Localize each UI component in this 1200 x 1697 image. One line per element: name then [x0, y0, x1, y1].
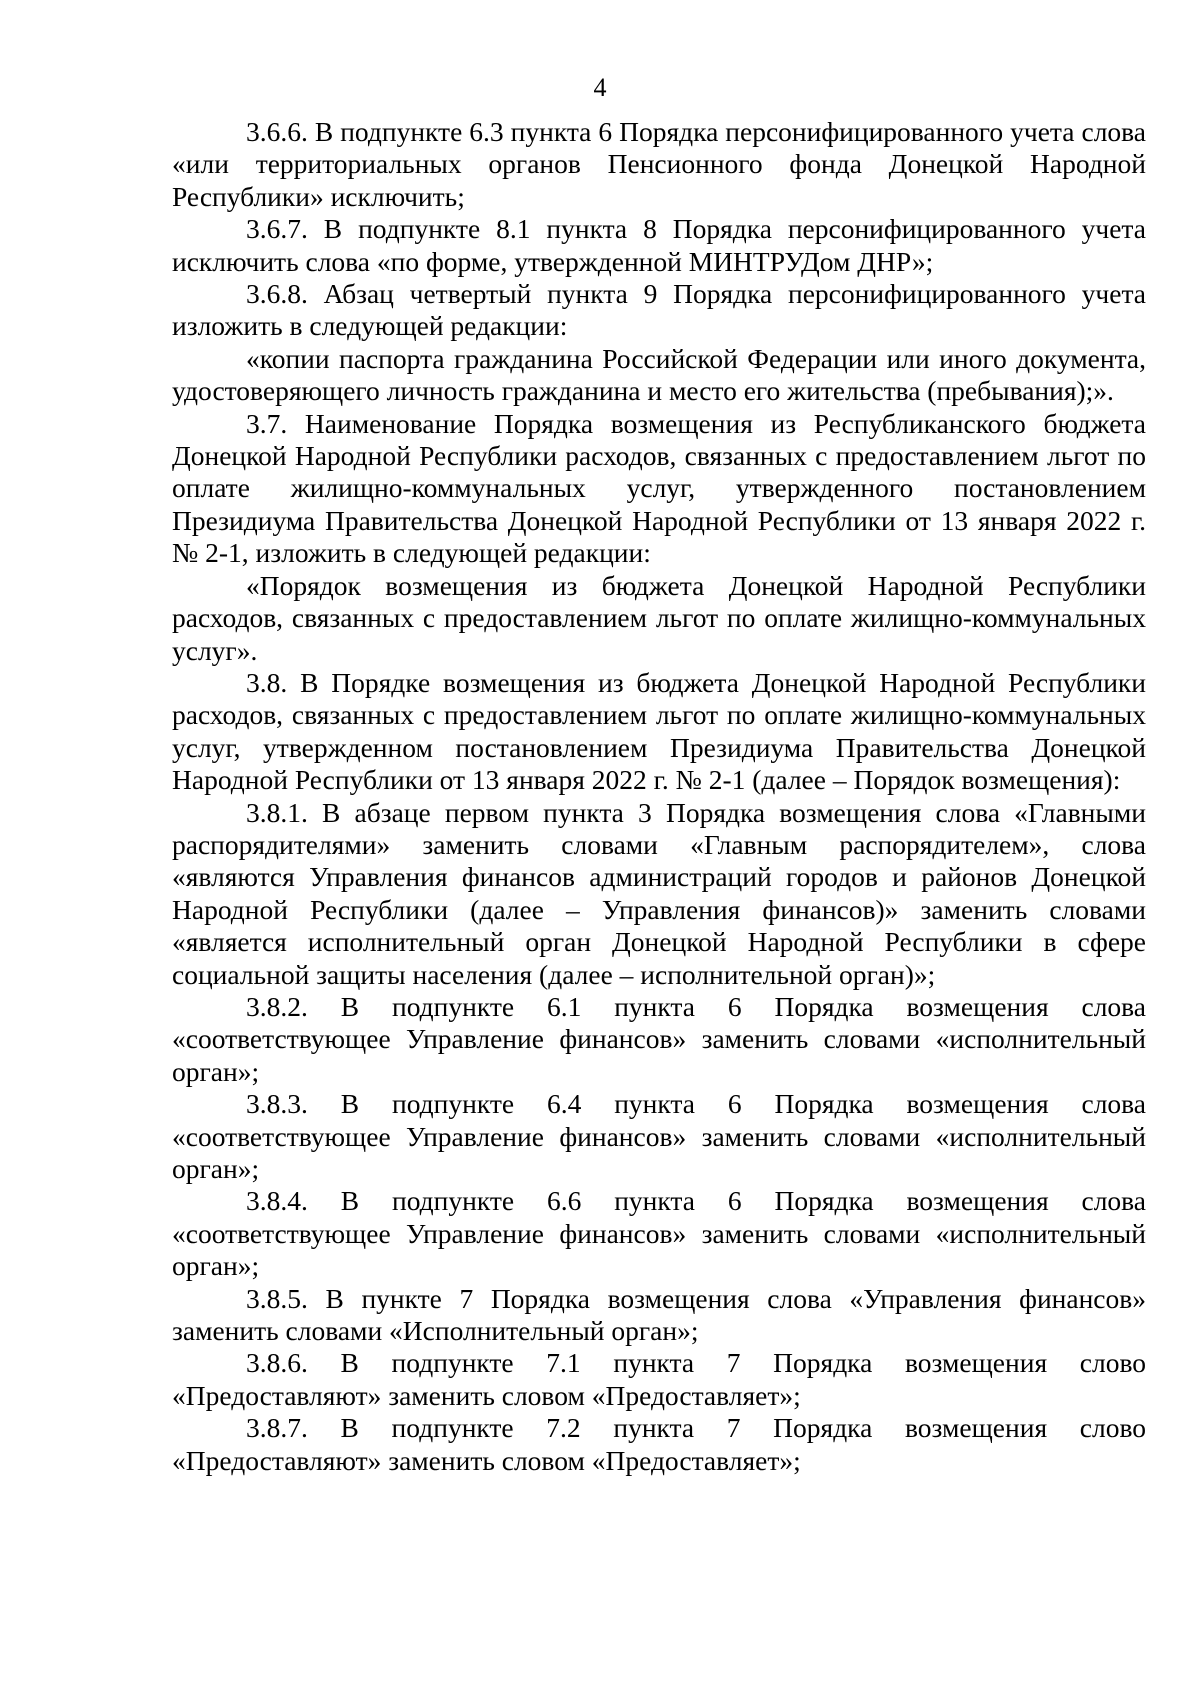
paragraph-3-8-7: 3.8.7. В подпункте 7.2 пункта 7 Порядка возмещения слово «Предоставляют» заменить словом «Предоставляет»;: [172, 1412, 1146, 1476]
paragraph-3-6-8: 3.6.8. Абзац четвертый пункта 9 Порядка персонифицированного учета изложить в следующей редакции:: [172, 278, 1146, 342]
paragraph-3-8-5: 3.8.5. В пункте 7 Порядка возмещения слова «Управления финансов» заменить словами «Исполнительный орган»;: [172, 1282, 1146, 1347]
paragraph-3-7: 3.7. Наименование Порядка возмещения из Республиканского бюджета Донецкой Народной Республики расходов, связанных с предоставлением льгот по оплате жилищно-коммунальных услуг, утвержденного постановлением Президиума Правительства Донецкой Народной Республики от 13 января 2022 г. № 2-1, изложить в следующей редакции:: [172, 407, 1146, 569]
paragraph-3-8-6: 3.8.6. В подпункте 7.1 пункта 7 Порядка возмещения слово «Предоставляют» заменить словом «Предоставляет»;: [172, 1347, 1146, 1411]
paragraph-3-6-6: 3.6.6. В подпункте 6.3 пункта 6 Порядка персонифицированного учета слова «или территориальных органов Пенсионного фонда Донецкой Народной Республики» исключить;: [172, 116, 1146, 212]
paragraph-3-6-7: 3.6.7. В подпункте 8.1 пункта 8 Порядка персонифицированного учета исключить слова «по форме, утвержденной МИНТРУДом ДНР»;: [172, 213, 1146, 277]
paragraph-3-8-2: 3.8.2. В подпункте 6.1 пункта 6 Порядка возмещения слова «соответствующее Управление финансов» заменить словами «исполнительный орган»;: [172, 990, 1146, 1087]
document-body: [172, 116, 1146, 1477]
paragraph-3-8: 3.8. В Порядке возмещения из бюджета Донецкой Народной Республики расходов, связанных с предоставлением льгот по оплате жилищно-коммунальных услуг, утвержденном постановлением Президиума Правительства Донецкой Народной Республики от 13 января 2022 г. № 2-1 (далее – Порядок возмещения):: [172, 666, 1146, 796]
paragraph-3-8-3: 3.8.3. В подпункте 6.4 пункта 6 Порядка возмещения слова «соответствующее Управление финансов» заменить словами «исполнительный орган»;: [172, 1088, 1146, 1184]
quoted-passport-text: «копии паспорта гражданина Российской Федерации или иного документа, удостоверяющего личность гражданина и место его жительства (пребывания);».: [172, 342, 1146, 407]
paragraph-3-8-4: 3.8.4. В подпункте 6.6 пункта 6 Порядка возмещения слова «соответствующее Управление финансов» заменить словами «исполнительный орган»;: [172, 1185, 1146, 1282]
paragraph-3-8-1: 3.8.1. В абзаце первом пункта 3 Порядка возмещения слова «Главными распорядителями» заменить словами «Главным распорядителем», слова «являются Управления финансов администраций городов и районов Донецкой Народной Республики (далее – Управления финансов)» заменить словами «является исполнительный орган Донецкой Народной Республики в сфере социальной защиты населения (далее – исполнительной орган)»;: [172, 796, 1146, 990]
page-number: 4: [593, 73, 607, 102]
quoted-order-title: «Порядок возмещения из бюджета Донецкой Народной Республики расходов, связанных с предоставлением льгот по оплате жилищно-коммунальных услуг».: [172, 569, 1146, 666]
